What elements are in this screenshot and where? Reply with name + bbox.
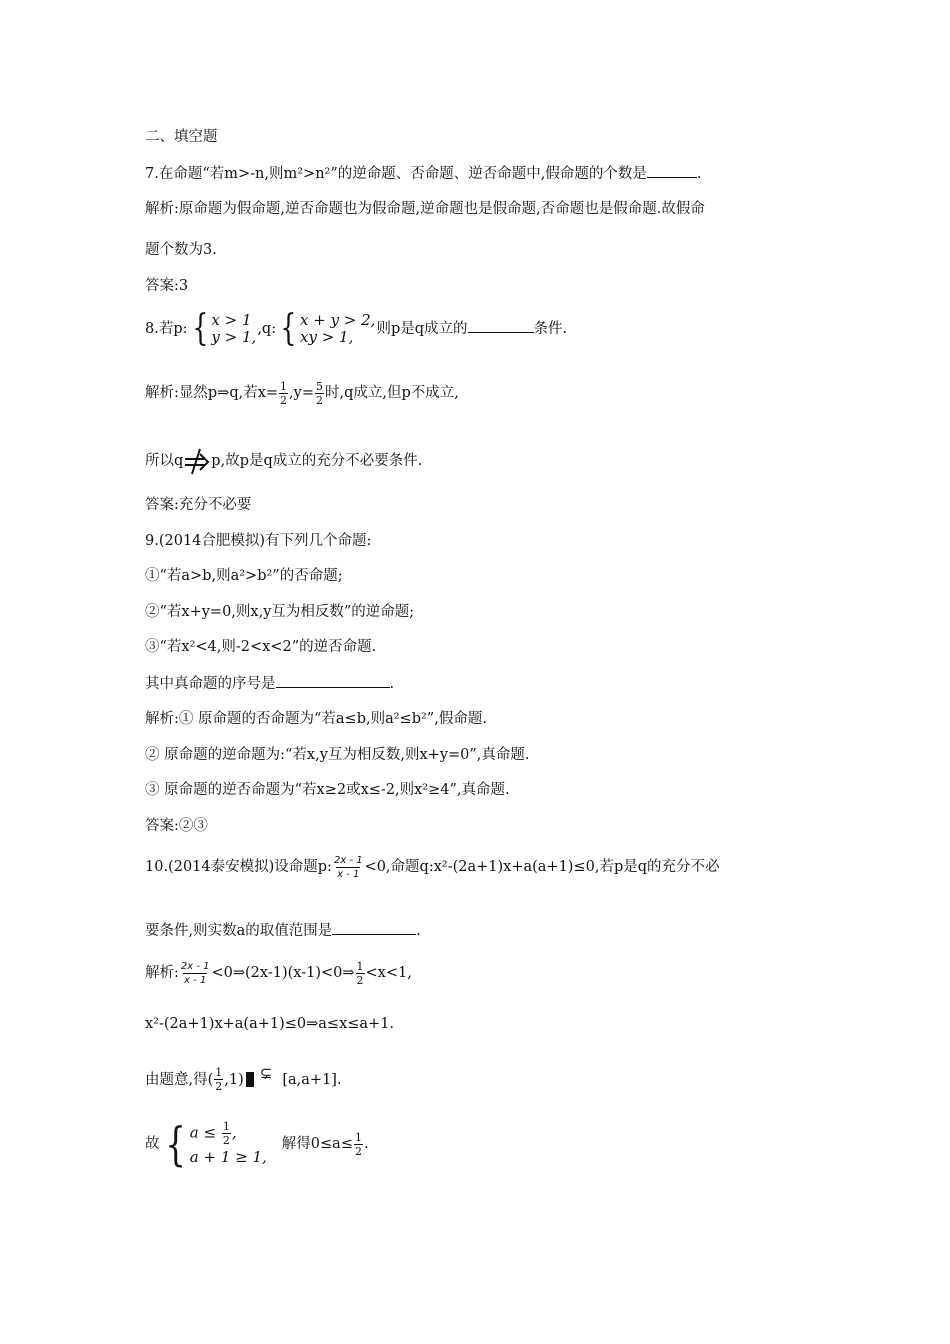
- q8-suffix: 则p是q成立的: [376, 321, 468, 337]
- q8-analysis-c: 时,q成立,但p不成立,: [325, 385, 459, 401]
- frac-num: 2x - 1: [180, 960, 210, 972]
- q8-tail: 条件.: [533, 321, 568, 337]
- q10-an3-c: [a,a+1].: [282, 1071, 342, 1088]
- q8-fraction-x: [279, 380, 288, 407]
- q10-row1-a: a ≤: [189, 1123, 221, 1142]
- q8-line2-b: p,故p是q成立的充分不必要条件.: [211, 453, 423, 469]
- q8-q-row1: x + y > 2,: [300, 311, 376, 329]
- frac-den: 2: [316, 393, 323, 407]
- q10-an3-half: [214, 1066, 223, 1093]
- q10-an1-a: 解析:: [145, 965, 179, 981]
- q7-answer-blank[interactable]: [647, 163, 697, 178]
- frac-den: 2: [222, 1134, 230, 1147]
- q10-line1-b: <0,命题q:x²-(2a+1)x+a(a+1)≤0,若p是q的充分不必: [364, 859, 720, 875]
- q10-an1-c: <x<1,: [365, 965, 412, 981]
- q10-fraction: [333, 854, 364, 881]
- q8-question: [145, 310, 567, 348]
- q9-analysis-3: ③ 原命题的逆否命题为“若x≥2或x≤-2,则x²≥4”,真命题.: [145, 782, 510, 798]
- q10-line2-end: .: [416, 923, 421, 939]
- q10-an3-b: ,1): [224, 1071, 244, 1088]
- q8-analysis-line1: [145, 378, 459, 408]
- q10-an1-half: [356, 960, 365, 987]
- q8-answer: 答案:充分不必要: [145, 497, 252, 513]
- q8-q-system: { x + y > 2, xy > 1,: [280, 308, 376, 349]
- q8-q-row2: xy > 1,: [300, 328, 354, 346]
- q10-system-row2: a + 1 ≥ 1,: [189, 1148, 267, 1166]
- q9-item-3: ③“若x²<4,则-2<x<2”的逆否命题.: [145, 639, 377, 655]
- proper-subset-symbol: ⊊: [259, 1064, 273, 1082]
- q7-answer: 答案:3: [145, 278, 189, 294]
- frac-den: 2: [280, 393, 288, 407]
- q10-analysis-1: [145, 958, 412, 988]
- frac-den: x - 1: [184, 974, 207, 986]
- q7-text: 7.在命题“若m>-n,则m²>n²”的逆命题、否命题、逆否命题中,假命题的个数是: [145, 166, 647, 182]
- frac-num: 1: [354, 1130, 362, 1144]
- q8-p-system: { x > 1 y > 1,: [191, 308, 257, 349]
- frac-den: 2: [215, 1080, 223, 1094]
- q8-p-row1: x > 1: [211, 311, 252, 329]
- q10-line1-a: 10.(2014泰安模拟)设命题p:: [145, 859, 332, 875]
- q10-system-row1: [190, 1120, 267, 1147]
- q9-item-2: ②“若x+y=0,则x,y互为相反数”的逆命题;: [145, 604, 415, 620]
- q7-analysis-line1: 解析:原命题为假命题,逆否命题也为假命题,逆命题也是假命题,否命题也是假命题.故假命: [145, 201, 705, 217]
- q9-title: 9.(2014合肥模拟)有下列几个命题:: [145, 533, 372, 549]
- q10-an3-a: 由题意,得(: [145, 1071, 214, 1088]
- q7-analysis-line2: 题个数为3.: [145, 242, 217, 258]
- frac-num: 1: [222, 1120, 230, 1133]
- not-implies-icon: [183, 446, 211, 476]
- q8-prefix: 8.若p:: [145, 321, 188, 337]
- q10-an4-half: [354, 1131, 363, 1158]
- glyph-block-icon: [246, 1072, 254, 1087]
- q10-analysis-2: x²-(2a+1)x+a(a+1)≤0⇒a≤x≤a+1.: [145, 1016, 395, 1032]
- q9-ask-end: .: [389, 676, 395, 692]
- frac-num: 1: [280, 379, 288, 393]
- q10-an1-fraction: [180, 960, 211, 987]
- q8-mid: ,q:: [257, 321, 277, 337]
- frac-num: 1: [356, 959, 364, 973]
- q10-row1-half: [222, 1120, 231, 1147]
- frac-den: x - 1: [337, 868, 360, 880]
- frac-num: 1: [215, 1066, 223, 1080]
- q10-analysis-3: [145, 1058, 342, 1095]
- q9-item-1: ①“若a>b,则a²>b²”的否命题;: [145, 568, 343, 584]
- q10-system: { a ≤ $\frac{1}{2}$ , a + 1 ≥ 1,: [164, 1117, 267, 1171]
- q8-line2-a: 所以q: [145, 453, 184, 469]
- q10-an1-b: <0⇒(2x-1)(x-1)<0⇒: [211, 965, 355, 981]
- q8-analysis-b: ,y=: [289, 385, 314, 401]
- q8-analysis-line2: [145, 446, 422, 476]
- q8-answer-blank[interactable]: [468, 318, 534, 333]
- q10-an4-a: 故: [145, 1136, 160, 1152]
- q10-row1-b: ,: [231, 1123, 237, 1142]
- q9-analysis-2: ② 原命题的逆命题为:“若x,y互为相反数,则x+y=0”,真命题.: [145, 747, 530, 763]
- q9-answer-blank[interactable]: [276, 673, 390, 688]
- q10-an4-b: 解得0≤a≤: [281, 1136, 353, 1152]
- q8-fraction-y: [315, 380, 324, 407]
- q10-question-line1: [145, 852, 720, 882]
- q10-question-line2: [145, 920, 421, 941]
- q9-analysis-1: 解析:① 原命题的否命题为“若a≤b,则a²≤b²”,假命题.: [145, 711, 487, 727]
- q10-answer-blank[interactable]: [332, 920, 416, 935]
- q10-analysis-4: [145, 1117, 369, 1171]
- q7-question: [145, 163, 702, 184]
- frac-num: 5: [316, 379, 323, 393]
- frac-den: 2: [354, 1144, 362, 1158]
- q9-ask-text: 其中真命题的序号是: [145, 676, 276, 692]
- q7-end: .: [696, 166, 702, 182]
- section-title: 二、填空题: [145, 129, 218, 145]
- q10-line2-text: 要条件,则实数a的取值范围是: [145, 923, 333, 939]
- q8-analysis-a: 解析:显然p⇒q,若x=: [145, 385, 279, 401]
- q8-p-row2: y > 1,: [211, 328, 257, 346]
- frac-num: 2x - 1: [333, 854, 363, 866]
- q9-ask: [145, 673, 394, 694]
- frac-den: 2: [356, 973, 364, 987]
- q9-answer: 答案:②③: [145, 818, 208, 834]
- q10-an4-c: .: [363, 1136, 369, 1152]
